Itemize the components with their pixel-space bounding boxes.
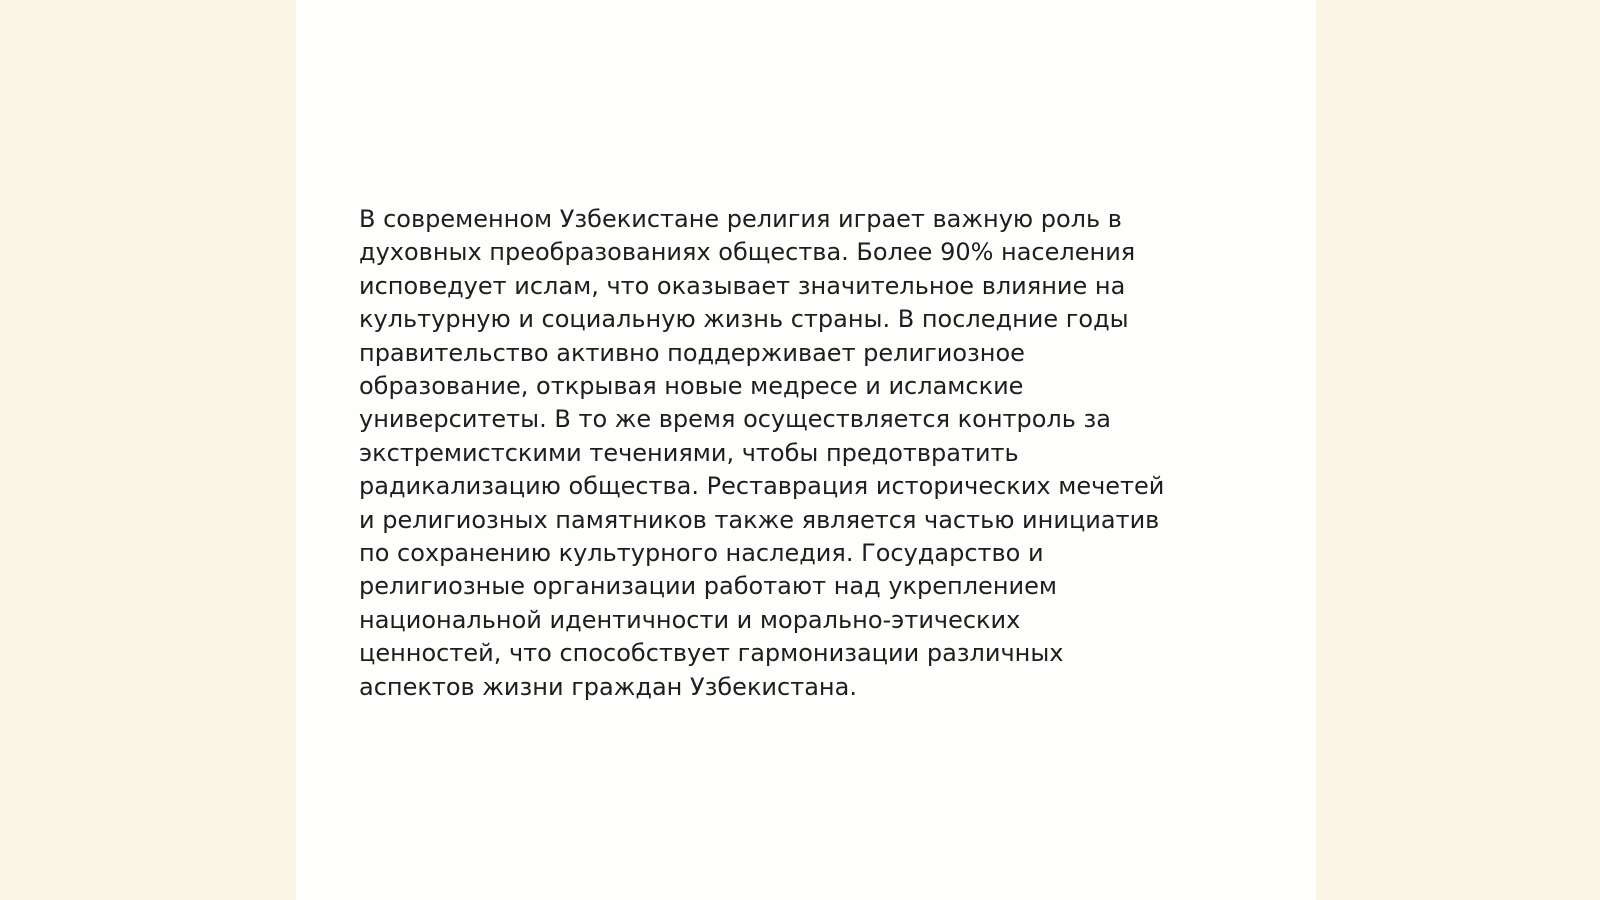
text-line: ценностей, что способствует гармонизации различных bbox=[359, 639, 1064, 668]
left-margin-panel bbox=[0, 0, 296, 900]
text-line: образование, открывая новые медресе и исламские bbox=[359, 372, 1024, 401]
text-line: университеты. В то же время осуществляется контроль за bbox=[359, 405, 1111, 434]
text-line: и религиозных памятников также является частью инициатив bbox=[359, 505, 1160, 534]
text-line: радикализацию общества. Реставрация исторических мечетей bbox=[359, 472, 1165, 501]
text-line: по сохранению культурного наследия. Государство и bbox=[359, 539, 1044, 568]
text-line: правительство активно поддерживает религиозное bbox=[359, 338, 1025, 367]
text-line: национальной идентичности и морально-этических bbox=[359, 605, 1021, 634]
text-line: В современном Узбекистане религия играет важную роль в bbox=[359, 205, 1122, 233]
text-line: религиозные организации работают над укреплением bbox=[359, 572, 1057, 601]
document-page bbox=[296, 0, 1316, 900]
text-line: культурную и социальную жизнь страны. В последние годы bbox=[359, 305, 1129, 334]
body-paragraph bbox=[359, 203, 1239, 704]
text-line: экстремистскими течениями, чтобы предотвратить bbox=[359, 438, 1019, 467]
text-line: духовных преобразованиях общества. Более 90% населения bbox=[359, 238, 1136, 267]
text-line: исповедует ислам, что оказывает значительное влияние на bbox=[359, 271, 1126, 300]
text-line: аспектов жизни граждан Узбекистана. bbox=[359, 672, 857, 701]
right-margin-panel bbox=[1316, 0, 1600, 900]
